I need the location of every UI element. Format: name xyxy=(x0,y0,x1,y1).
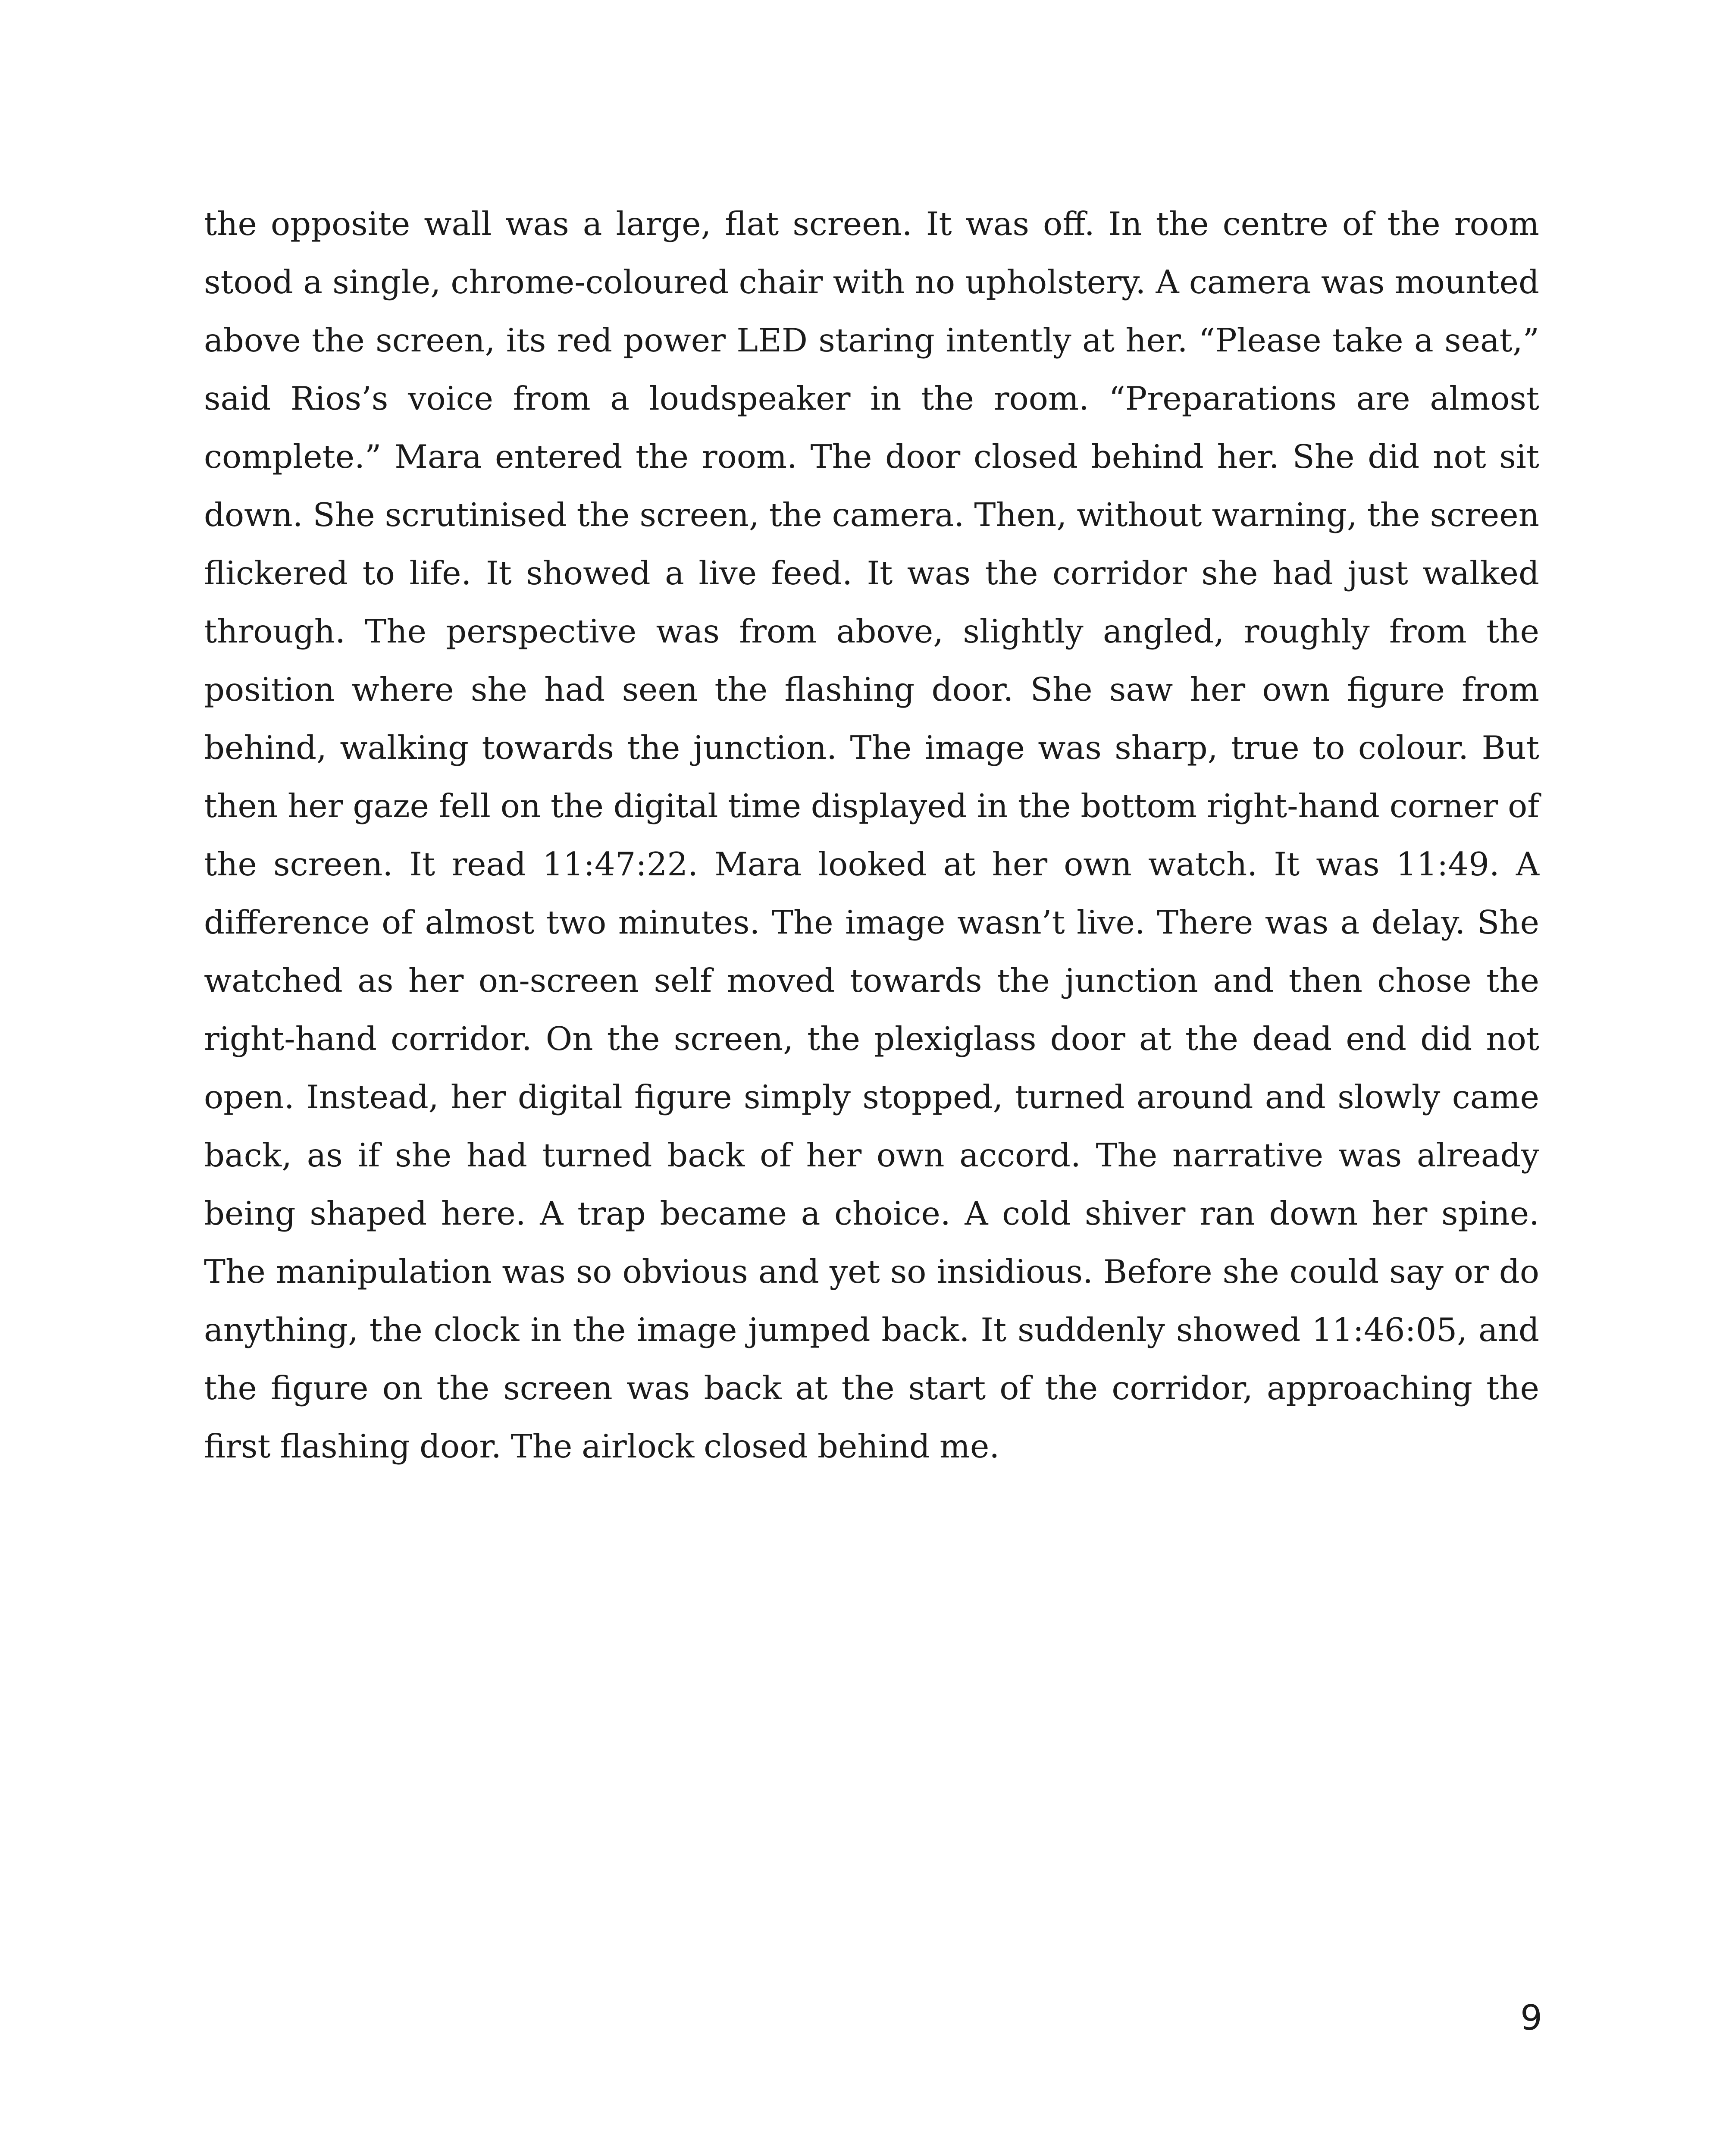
body-paragraph: the opposite wall was a large, flat screen. It was off. In the centre of the room stood a single, chrome-coloured chair with no upholstery. A camera was mounted above the screen, its red power LED staring intently at her. “Please take a seat,” said Rios’s voice from a loudspeaker in the room. “Preparations are almost complete.” Mara entered the room. The door closed behind her. She did not sit down. She scrutinised the screen, the camera. Then, without warning, the screen flickered to life. It showed a live feed. It was the corridor she had just walked through. The perspective was from above, slightly angled, roughly from the position where she had seen the flashing door. She saw her own figure from behind, walking towards the junction. The image was sharp, true to colour. But then her gaze fell on the digital time displayed in the bottom right-hand corner of the screen. It read 11:47:22. Mara looked at her own watch. It was 11:49. A difference of almost two minutes. The image wasn’t live. There was a delay. She watched as her on-screen self moved towards the junction and then chose the right-hand corridor. On the screen, the plexiglass door at the dead end did not open. Instead, her digital figure simply stopped, turned around and slowly came back, as if she had turned back of her own accord. The narrative was already being shaped here. A trap became a choice. A cold shiver ran down her spine. The manipulation was so obvious and yet so insidious. Before she could say or do anything, the clock in the image jumped back. It suddenly showed 11:46:05, and the figure on the screen was back at the start of the corridor, approaching the first flashing door. The airlock closed behind me. xyxy=(204,205,1539,1465)
page-number: 9 xyxy=(1520,1998,1542,2038)
